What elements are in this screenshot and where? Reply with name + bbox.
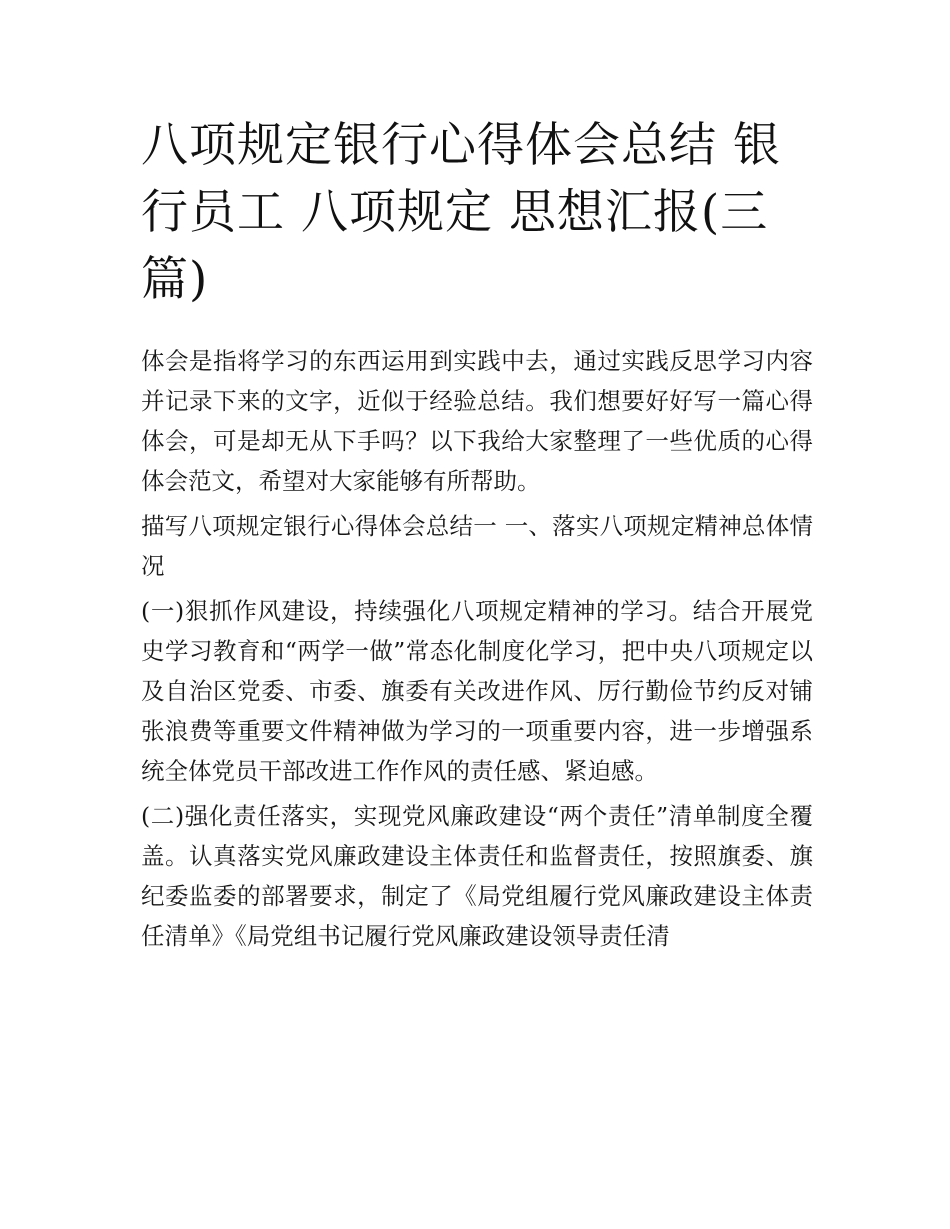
section-two-paragraph: (二)强化责任落实，实现党风廉政建设“两个责任”清单制度全覆盖。认真落实党风廉政建设主体责任和监督责任，按照旗委、旗纪委监委的部署要求，制定了《局党组履行党风廉政建设主体责任清单》《局党组书记履行党风廉政建设领导责任清	[141, 802, 813, 950]
document-title: 八项规定银行心得体会总结 银行员工 八项规定 思想汇报(三篇)	[141, 118, 781, 307]
intro-paragraph: 体会是指将学习的东西运用到实践中去，通过实践反思学习内容并记录下来的文字，近似于经验总结。我们想要好好写一篇心得体会，可是却无从下手吗？以下我给大家整理了一些优质的心得体会范文，希望对大家能够有所帮助。	[141, 347, 813, 495]
section-one-paragraph: (一)狠抓作风建设，持续强化八项规定精神的学习。结合开展党史学习教育和“两学一做”常态化制度化学习，把中央八项规定以及自治区党委、市委、旗委有关改进作风、厉行勤俭节约反对铺张浪费等重要文件精神做为学习的一项重要内容，进一步增强系统全体党员干部改进工作作风的责任感、紧迫感。	[141, 597, 813, 785]
document-body	[141, 112, 813, 956]
section-heading-paragraph: 描写八项规定银行心得体会总结一 一、落实八项规定精神总体情况	[141, 512, 813, 580]
